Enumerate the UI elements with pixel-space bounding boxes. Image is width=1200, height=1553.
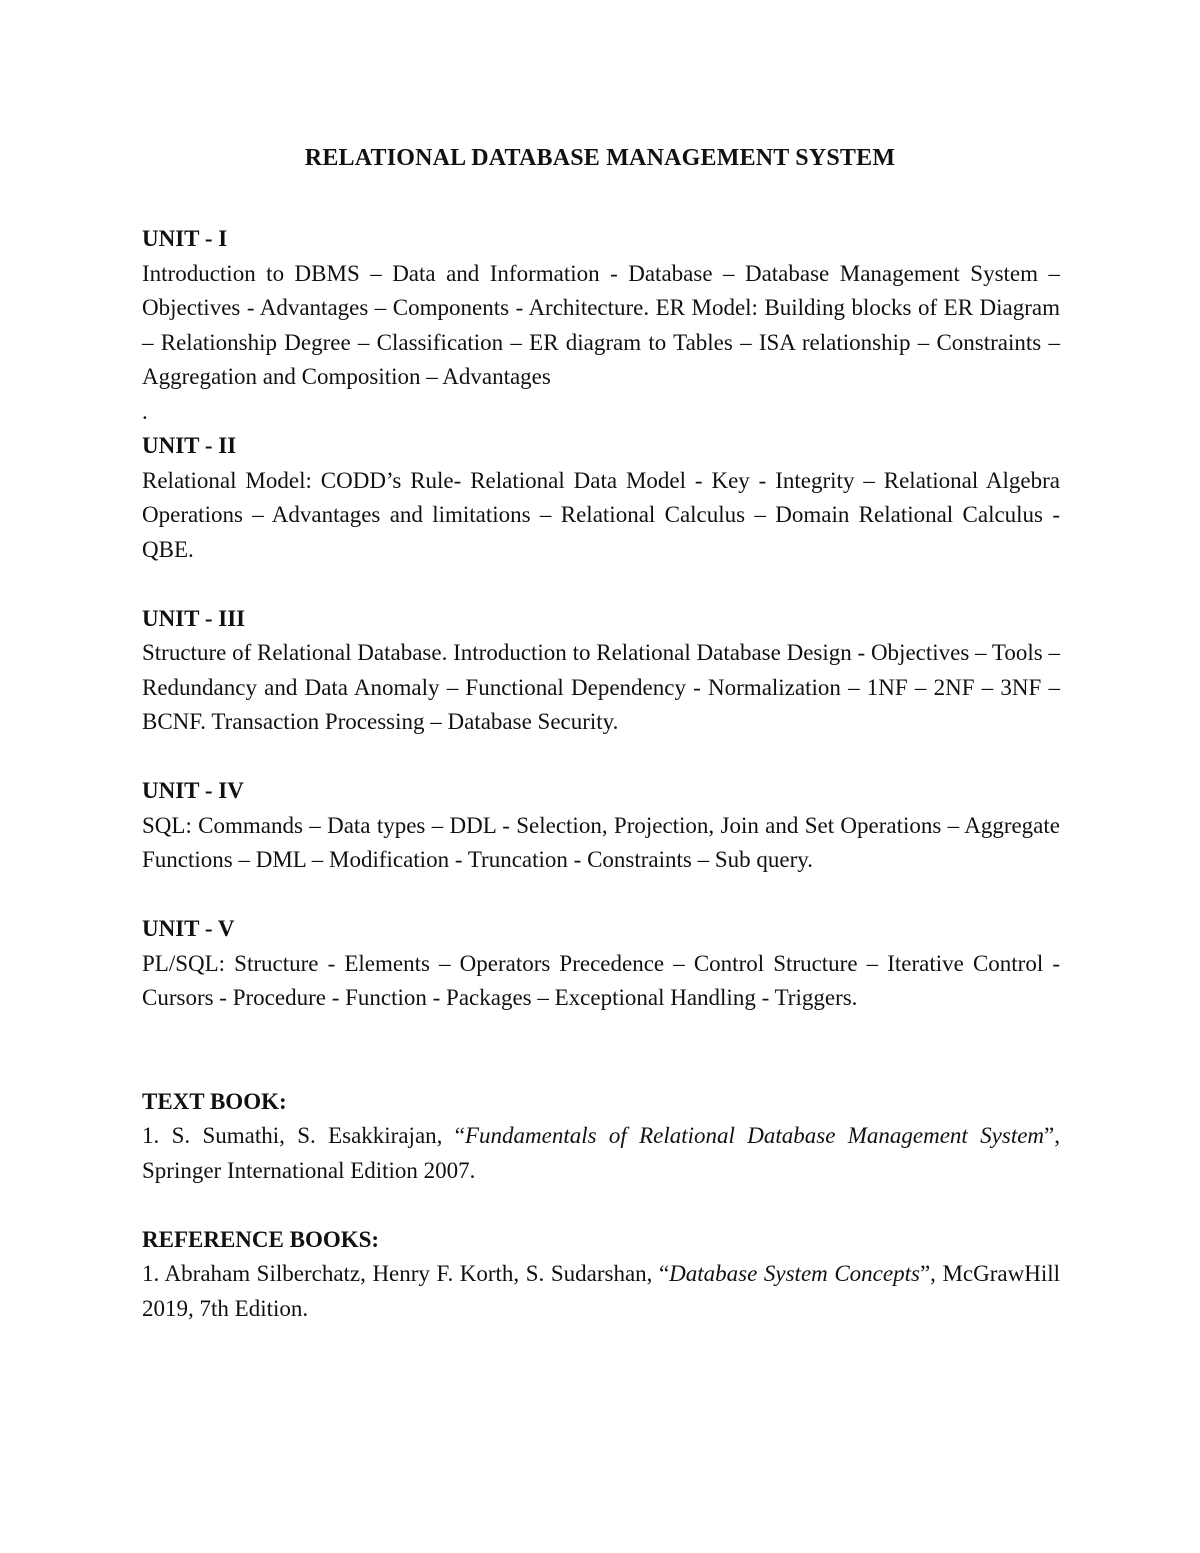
unit-description: Introduction to DBMS – Data and Information - Database – Database Management System – Objectives - Advantages – Components - Architecture. ER Model: Building blocks of ER Diagram – Relationship Degree – Classification – ER diagram to Tables – ISA relationship – Constraints – Aggregation and Composition – Advantages — [142, 260, 1060, 389]
text-book-heading: TEXT BOOK: — [142, 1088, 287, 1114]
unit-heading: UNIT - IV — [142, 778, 244, 803]
unit-section — [142, 912, 1060, 1016]
unit-heading: UNIT - III — [142, 605, 246, 631]
unit-description: SQL: Commands – Data types – DDL - Selection, Projection, Join and Set Operations – Aggregate Functions – DML – Modification - Truncation - Constraints – Sub query. — [142, 812, 1060, 872]
unit-description: PL/SQL: Structure - Elements – Operators Precedence – Control Structure – Iterative Control - Cursors - Procedure - Function - Packages – Exceptional Handling - Triggers. — [142, 950, 1060, 1010]
unit-heading: UNIT - I — [142, 226, 228, 251]
citation-title: Database System Concepts — [669, 1261, 920, 1286]
spacer — [142, 878, 1060, 913]
citation-authors: 1. Abraham Silberchatz, Henry F. Korth, S. Sudarshan, “ — [142, 1261, 670, 1286]
unit-section — [142, 222, 1060, 429]
spacer — [142, 1188, 1060, 1223]
unit-heading: UNIT - II — [142, 433, 237, 458]
reference-books-section — [142, 1223, 1060, 1327]
unit-section — [142, 602, 1060, 740]
text-book-entry — [142, 1119, 1060, 1188]
spacer — [142, 567, 1060, 602]
citation-title: Fundamentals of Relational Database Management System — [464, 1123, 1045, 1148]
reference-books-heading: REFERENCE BOOKS: — [142, 1226, 380, 1252]
text-book-section — [142, 1085, 1060, 1189]
page-title: RELATIONAL DATABASE MANAGEMENT SYSTEM — [304, 145, 896, 171]
unit-description: Structure of Relational Database. Introduction to Relational Database Design - Objectives – Tools – Redundancy and Data Anomaly – Functional Dependency - Normalization – 1NF – 2NF – 3NF – BCNF. Transaction Processing – Database Security. — [142, 640, 1060, 734]
syllabus-content — [142, 222, 1060, 1326]
citation-authors: 1. S. Sumathi, S. Esakkirajan, “ — [142, 1123, 465, 1148]
stray-period: . — [142, 398, 148, 424]
unit-section — [142, 774, 1060, 878]
reference-book-entry — [142, 1257, 1060, 1326]
spacer — [142, 1016, 1060, 1085]
unit-section — [142, 429, 1060, 567]
unit-description: Relational Model: CODD’s Rule- Relational Data Model - Key - Integrity – Relational Algebra Operations – Advantages and limitations – Relational Calculus – Domain Relational Calculus - QBE. — [142, 467, 1060, 562]
spacer — [142, 740, 1060, 775]
citation-publisher: ”, Springer International Edition 2007. — [142, 1123, 1060, 1183]
unit-heading: UNIT - V — [142, 916, 235, 941]
citation-publisher: ”, McGrawHill 2019, 7th Edition. — [142, 1261, 1060, 1321]
